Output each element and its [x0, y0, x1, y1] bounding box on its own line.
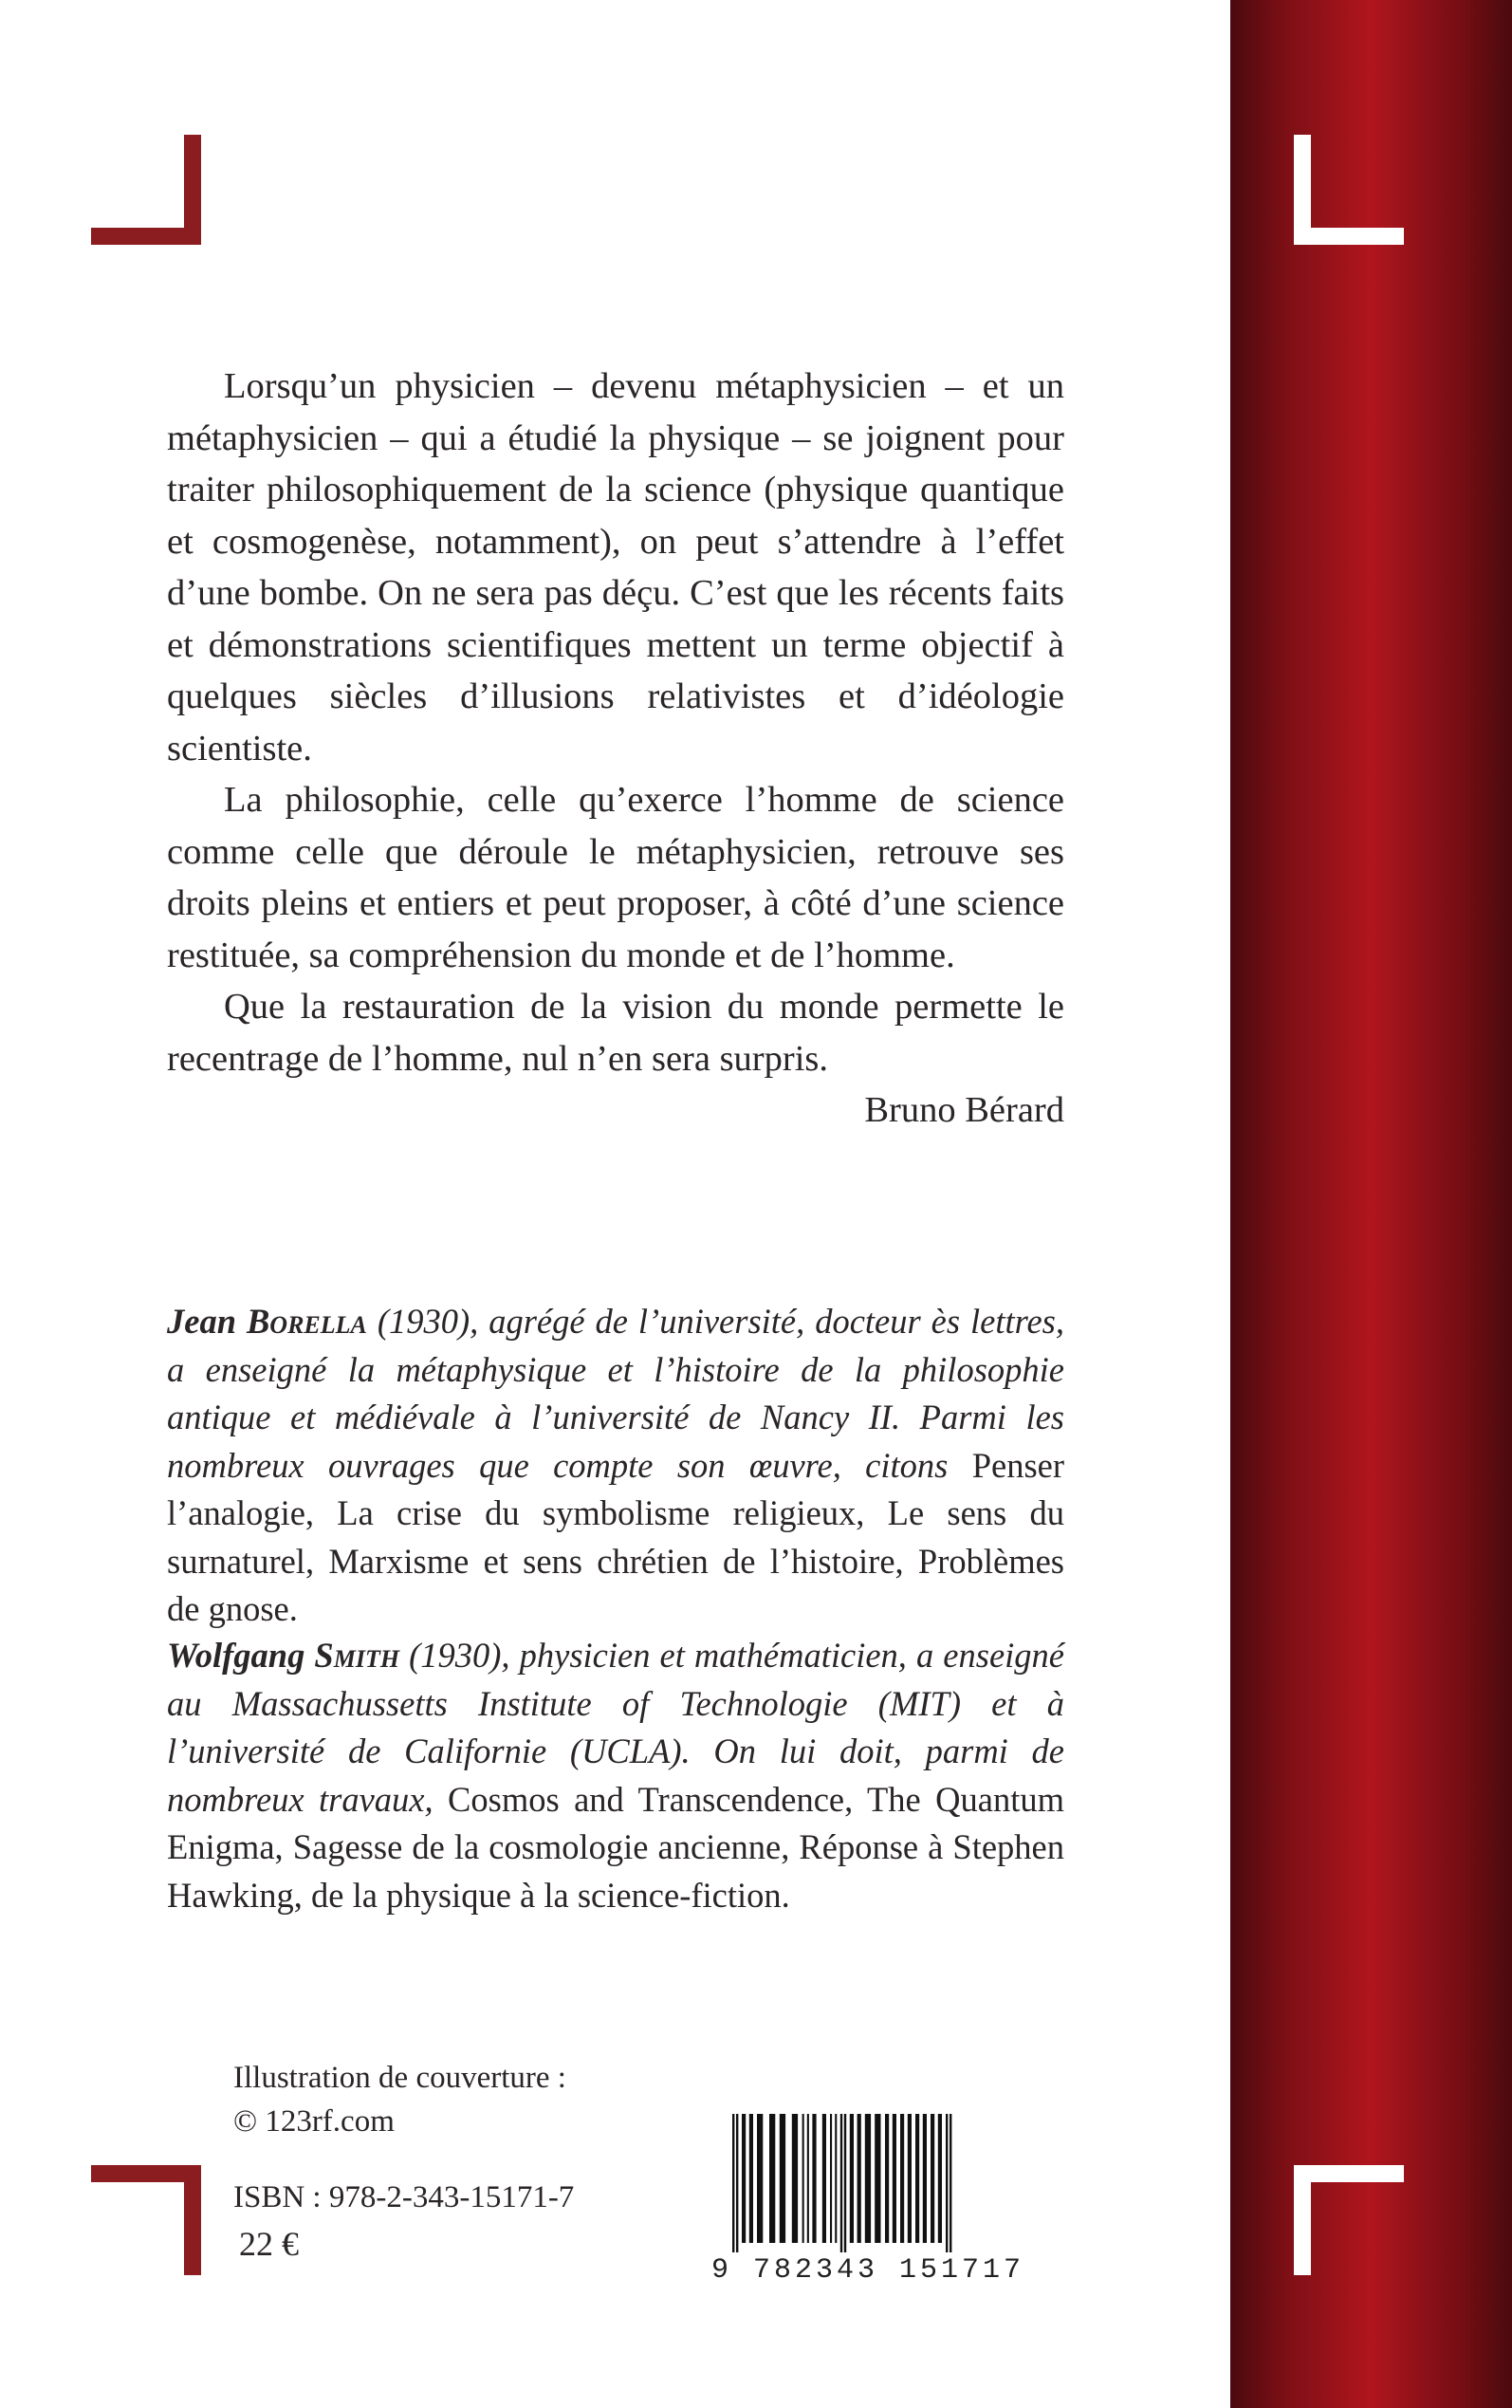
barcode-bar [923, 2114, 927, 2243]
barcode-bars [711, 2114, 1066, 2252]
spine-panel [1230, 0, 1512, 2408]
author-works: Penser l’analogie, La crise du symbolisme religieux, Le sens du surnaturel, Marxisme et sens chrétien de l’histoire, Problèmes de gnose. [167, 1445, 1064, 1628]
author-bio-smith [167, 1632, 1064, 1919]
barcode-bar [780, 2114, 785, 2243]
corner-mark-top-right [1294, 135, 1404, 245]
barcode-bar [908, 2114, 912, 2243]
author-bio-text: (1930), physicien et mathématicien, a enseigné au Massachussetts Institute of Technologie (MIT) et à l’université de Californie (UCLA). On lui doit, parmi de nombreux travaux, [167, 1636, 1064, 1819]
isbn-text: ISBN : 978-2-343-15171-7 [233, 2180, 575, 2214]
barcode-bar [769, 2114, 775, 2243]
barcode-guard-bar [950, 2114, 951, 2252]
corner-mark-top-left [91, 135, 201, 245]
barcode-bar [749, 2114, 753, 2243]
barcode-guard-bar [736, 2114, 738, 2252]
barcode-bar [822, 2114, 826, 2243]
barcode-bar [857, 2114, 861, 2243]
barcode-bar [931, 2114, 934, 2243]
cover-credits [233, 2056, 566, 2143]
author-bio-text: (1930), agrégé de l’université, docteur ès lettres, a enseigné la métaphysique et l’histoire de la philosophie antique et médiévale à l’université de Nancy II. Parmi les nombreux ouvrages que compte son œuvre, citons [167, 1302, 1065, 1485]
corner-mark-bottom-right [1294, 2165, 1404, 2275]
barcode-bar [885, 2114, 889, 2243]
barcode-bar [865, 2114, 871, 2243]
barcode-bar [850, 2114, 854, 2243]
barcode-bar [900, 2114, 904, 2243]
blurb-paragraph-1: Lorsqu’un physicien – devenu métaphysicien – et un métaphysicien – qui a étudié la physique – se joignent pour traiter philosophiquement de la science (physique quantique et cosmogenèse, notamment), on peut s’attendre à l’effet d’une bombe. On ne sera pas déçu. C’est que les récents faits et démonstrations scientifiques mettent un terme objectif à quelques siècles d’illusions relativistes et d’idéologie scientiste. [167, 366, 1064, 769]
barcode-bar [812, 2114, 816, 2243]
barcode-guard-bar [946, 2114, 948, 2252]
barcode-bar [792, 2114, 798, 2243]
back-cover-blurb [167, 361, 1064, 1137]
barcode-bar [835, 2114, 837, 2243]
barcode [711, 2114, 1066, 2290]
author-first-name: Jean [167, 1302, 247, 1341]
barcode-guard-bar [732, 2114, 734, 2252]
barcode-bar [938, 2114, 942, 2243]
barcode-bar [757, 2114, 763, 2243]
barcode-bar [830, 2114, 832, 2243]
author-surname: Borella [246, 1302, 367, 1341]
barcode-bar [807, 2114, 809, 2243]
barcode-guard-bar [844, 2114, 846, 2252]
corner-mark-bottom-left [91, 2165, 201, 2275]
barcode-bar [802, 2114, 804, 2243]
barcode-guard-bar [840, 2114, 842, 2252]
blurb-paragraph-3: Que la restauration de la vision du monde permette le recentrage de l’homme, nul n’en sera surpris. [167, 987, 1064, 1079]
author-first-name: Wolfgang [167, 1636, 315, 1675]
author-surname: Smith [314, 1636, 400, 1675]
blurb-signature: Bruno Bérard [864, 1090, 1064, 1130]
blurb-paragraph-2: La philosophie, celle qu’exerce l’homme de science comme celle que déroule le métaphysicien, retrouve ses droits pleins et entiers et peut proposer, à côté d’une science restituée, sa compréhension du monde et de l’homme. [167, 780, 1064, 975]
barcode-bar [915, 2114, 919, 2243]
credits-line-1: Illustration de couverture : [233, 2061, 566, 2095]
barcode-digits: 9 782343 151717 [711, 2254, 1025, 2287]
credits-line-2: © 123rf.com [233, 2104, 395, 2139]
author-works: Cosmos and Transcendence, The Quantum Enigma, Sagesse de la cosmologie ancienne, Réponse à Stephen Hawking, de la physique à la science-fiction. [167, 1779, 1064, 1915]
barcode-bar [875, 2114, 880, 2243]
author-bio-borella [167, 1298, 1064, 1634]
price-text: 22 € [239, 2225, 299, 2263]
barcode-bar [893, 2114, 896, 2243]
barcode-bar [742, 2114, 746, 2243]
